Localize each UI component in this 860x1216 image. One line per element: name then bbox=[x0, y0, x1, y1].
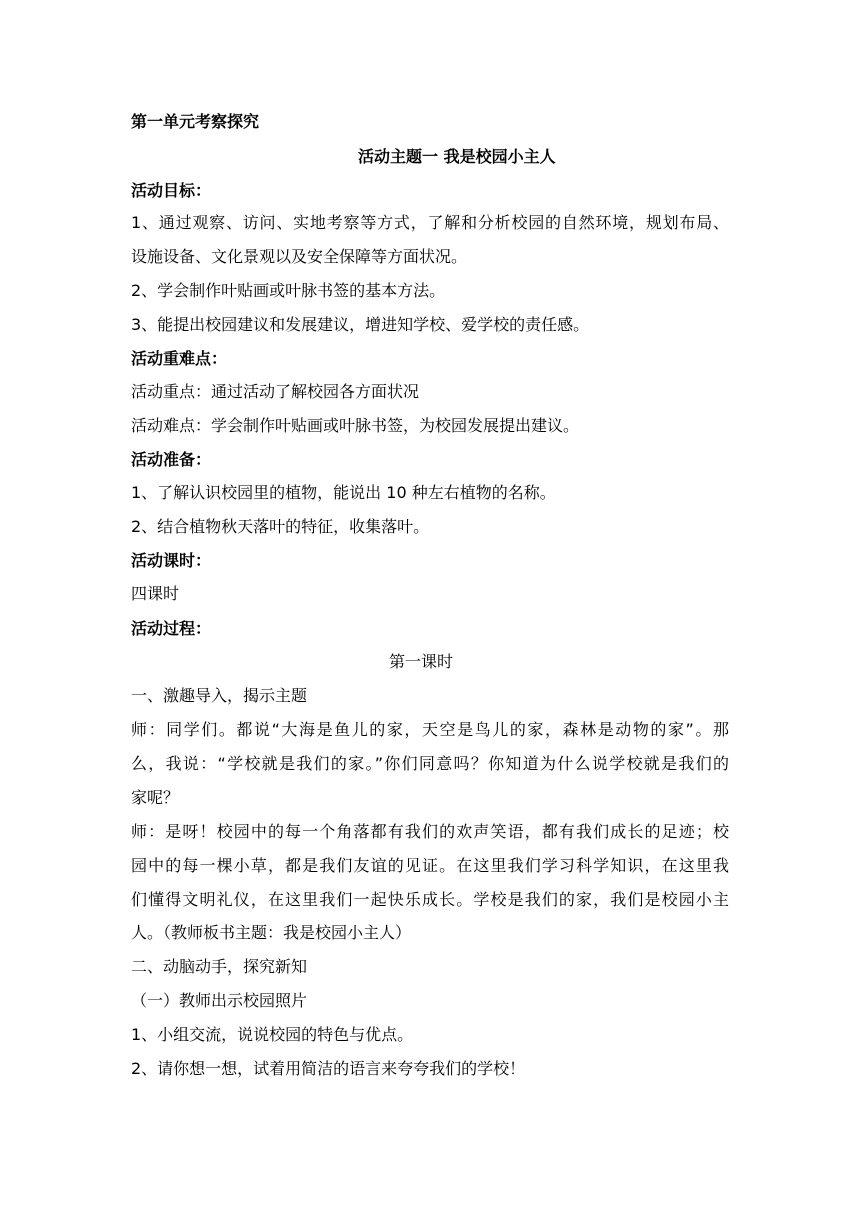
subsection-1-heading: （一）教师出示校园照片 bbox=[131, 991, 308, 1010]
step-2: 2、请你想一想，试着用简洁的语言来夸夸我们的学校！ bbox=[131, 1059, 526, 1078]
goal-item-1-line-2: 设施设备、文化景观以及安全保障等方面状况。 bbox=[131, 247, 468, 266]
process-heading: 活动过程： bbox=[131, 619, 212, 638]
goal-item-2: 2、学会制作叶贴画或叶脉书签的基本方法。 bbox=[131, 281, 446, 300]
goal-item-3: 3、能提出校园建议和发展建议，增进知学校、爱学校的责任感。 bbox=[131, 315, 590, 334]
section-2-heading: 二、动脑动手，探究新知 bbox=[131, 957, 308, 976]
preparation-item-2: 2、结合植物秋天落叶的特征，收集落叶。 bbox=[131, 517, 430, 536]
paragraph-2-line-4: 人。（教师板书主题：我是校园小主人） bbox=[131, 923, 412, 942]
paragraph-2-line-1: 师：是呀！校园中的每一个角落都有我们的欢声笑语，都有我们成长的足迹；校 bbox=[131, 822, 729, 841]
key-point: 活动重点：通过活动了解校园各方面状况 bbox=[131, 382, 420, 401]
section-1-heading: 一、激趣导入，揭示主题 bbox=[131, 686, 308, 705]
paragraph-1-line-2: 么，我说：“学校就是我们的家。”你们同意吗？你知道为什么说学校就是我们的 bbox=[131, 754, 729, 773]
paragraph-2-line-2: 园中的每一棵小草，都是我们友谊的见证。在这里我们学习科学知识，在这里我 bbox=[131, 856, 729, 875]
periods-value: 四课时 bbox=[131, 584, 180, 603]
goal-item-1-line-1: 1、通过观察、访问、实地考察等方式，了解和分析校园的自然环境，规划布局、 bbox=[131, 213, 729, 232]
paragraph-2-line-3: 们懂得文明礼仪，在这里我们一起快乐成长。学校是我们的家，我们是校园小主 bbox=[131, 890, 729, 909]
difficult-point: 活动难点：学会制作叶贴画或叶脉书签，为校园发展提出建议。 bbox=[131, 416, 580, 435]
preparation-item-1: 1、了解认识校园里的植物，能说出 10 种左右植物的名称。 bbox=[131, 483, 556, 502]
key-points-heading: 活动重难点： bbox=[131, 349, 228, 368]
lesson-title: 第一课时 bbox=[389, 652, 454, 671]
paragraph-1-line-3: 家呢？ bbox=[131, 788, 180, 807]
goals-heading: 活动目标： bbox=[131, 181, 212, 200]
unit-title: 第一单元考察探究 bbox=[131, 112, 260, 131]
preparation-heading: 活动准备： bbox=[131, 450, 212, 469]
step-1: 1、小组交流，说说校园的特色与优点。 bbox=[131, 1025, 414, 1044]
periods-heading: 活动课时： bbox=[131, 551, 212, 570]
theme-title: 活动主题一 我是校园小主人 bbox=[358, 147, 556, 166]
paragraph-1-line-1: 师：同学们。都说“大海是鱼儿的家，天空是鸟儿的家，森林是动物的家”。那 bbox=[131, 720, 729, 739]
